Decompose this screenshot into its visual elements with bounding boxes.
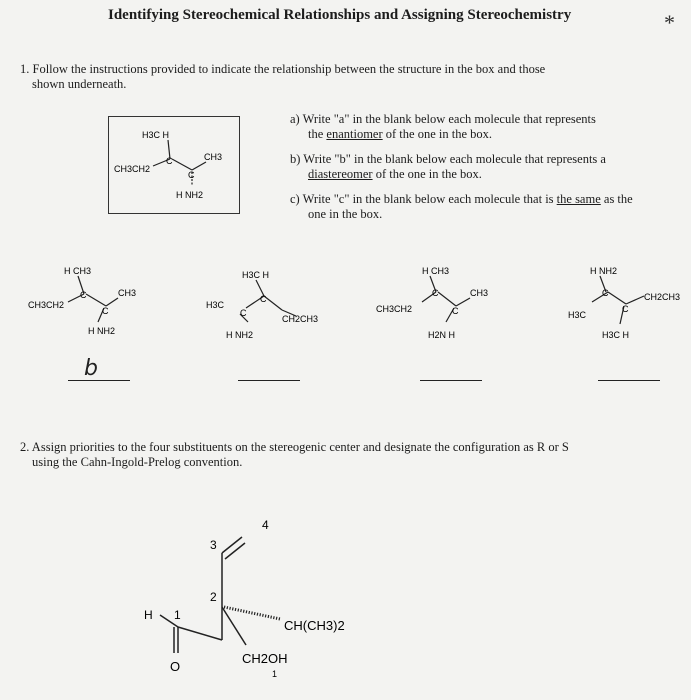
answer-blank-4[interactable]: [598, 380, 660, 381]
question-2-line-1: 2. Assign priorities to the four substituents on the stereogenic center and designate the configuration as R or S: [20, 440, 569, 454]
q2-priority-3: 3: [210, 538, 217, 552]
molecule-2: [196, 262, 336, 342]
q2-priority-1-bottom: 1: [272, 669, 278, 679]
instruction-b-post: of the one in the box.: [372, 167, 482, 181]
mol1-label-left: CH3CH2: [28, 300, 65, 310]
box-label-c1: C: [166, 156, 173, 166]
mol3-label-c2: C: [452, 306, 459, 316]
instruction-c-line-1: [290, 192, 690, 207]
box-label-bottom: H NH2: [176, 190, 204, 200]
question-1-prompt: [20, 62, 680, 92]
instruction-c-line-2: one in the box.: [308, 207, 383, 221]
mol3-label-bottom: H2N H: [428, 330, 456, 340]
instruction-c-post: as the: [600, 192, 633, 206]
question-2-line-2: using the Cahn-Ingold-Prelog convention.: [32, 455, 243, 469]
page-title: Identifying Stereochemical Relationships and Assigning Stereochemistry: [108, 7, 572, 23]
term-the-same: the same: [556, 192, 601, 206]
mol3-label-top: H CH3: [422, 266, 450, 276]
mol1-label-c2: C: [102, 306, 109, 316]
mol4-label-right: CH2CH3: [644, 292, 681, 302]
answer-1: b: [84, 356, 98, 381]
mol2-label-c2: C: [240, 308, 247, 318]
instruction-a-post: of the one in the box.: [382, 127, 492, 141]
reference-molecule: [108, 116, 240, 214]
instruction-b-line-1: b) Write "b" in the blank below each molecule that represents a: [290, 152, 606, 166]
q2-label-ch2oh: CH2OH: [242, 651, 288, 666]
mol3-label-right: CH3: [470, 288, 489, 298]
q2-priority-1-left: 1: [174, 608, 181, 622]
mol1-label-right: CH3: [118, 288, 137, 298]
instruction-a-line-1: a) Write "a" in the blank below each molecule that represents: [290, 112, 596, 126]
question-1-line-1: 1. Follow the instructions provided to indicate the relationship between the structure in the box and those: [20, 62, 546, 76]
question-2-molecule: [130, 515, 390, 700]
molecule-3: [372, 262, 512, 342]
mol3-label-c1: C: [432, 288, 439, 298]
instruction-a-pre: the: [308, 127, 327, 141]
instruction-c: [290, 192, 690, 222]
mol1-label-bottom: H NH2: [88, 326, 116, 336]
mol1-label-top: H CH3: [64, 266, 92, 276]
mol4-label-left: H3C: [568, 310, 587, 320]
mol2-label-left: H3C: [206, 300, 225, 310]
mol3-label-left: CH3CH2: [376, 304, 413, 314]
mol2-label-bottom: H NH2: [226, 330, 254, 340]
instruction-a: [290, 112, 690, 142]
q2-label-h: H: [144, 608, 153, 622]
mol4-label-c1: C: [602, 288, 609, 298]
answer-blank-2[interactable]: [238, 380, 300, 381]
question-1-line-2: shown underneath.: [32, 77, 127, 91]
molecule-4: [560, 262, 691, 342]
box-label-left: CH3CH2: [114, 164, 151, 174]
term-diastereomer: diastereomer: [308, 167, 373, 181]
box-label-c2: C: [188, 170, 195, 180]
asterisk-mark: *: [664, 10, 675, 35]
mol1-label-c1: C: [80, 290, 87, 300]
molecule-1: [28, 262, 158, 342]
instruction-c-pre: c) Write "c" in the blank below each molecule that is: [290, 192, 557, 206]
mol4-label-bottom: H3C H: [602, 330, 630, 340]
instruction-a-line-2: [290, 127, 690, 142]
box-label-right: CH3: [204, 152, 223, 162]
question-2-prompt: [20, 440, 680, 470]
answer-blank-3[interactable]: [420, 380, 482, 381]
q2-priority-4: 4: [262, 518, 269, 532]
mol4-label-top: H NH2: [590, 266, 618, 276]
instruction-b-line-2: [290, 167, 690, 182]
instruction-b: [290, 152, 690, 182]
answer-blank-1[interactable]: [68, 380, 130, 381]
q2-priority-2: 2: [210, 590, 217, 604]
mol2-label-right: CH2CH3: [282, 314, 319, 324]
mol2-label-c1: C: [260, 294, 267, 304]
mol2-label-top: H3C H: [242, 270, 270, 280]
q2-label-isopropyl: CH(CH3)2: [284, 618, 345, 633]
mol4-label-c2: C: [622, 304, 629, 314]
q2-label-o: O: [170, 659, 181, 674]
box-label-top: H3C H: [142, 130, 170, 140]
term-enantiomer: enantiomer: [326, 127, 383, 141]
